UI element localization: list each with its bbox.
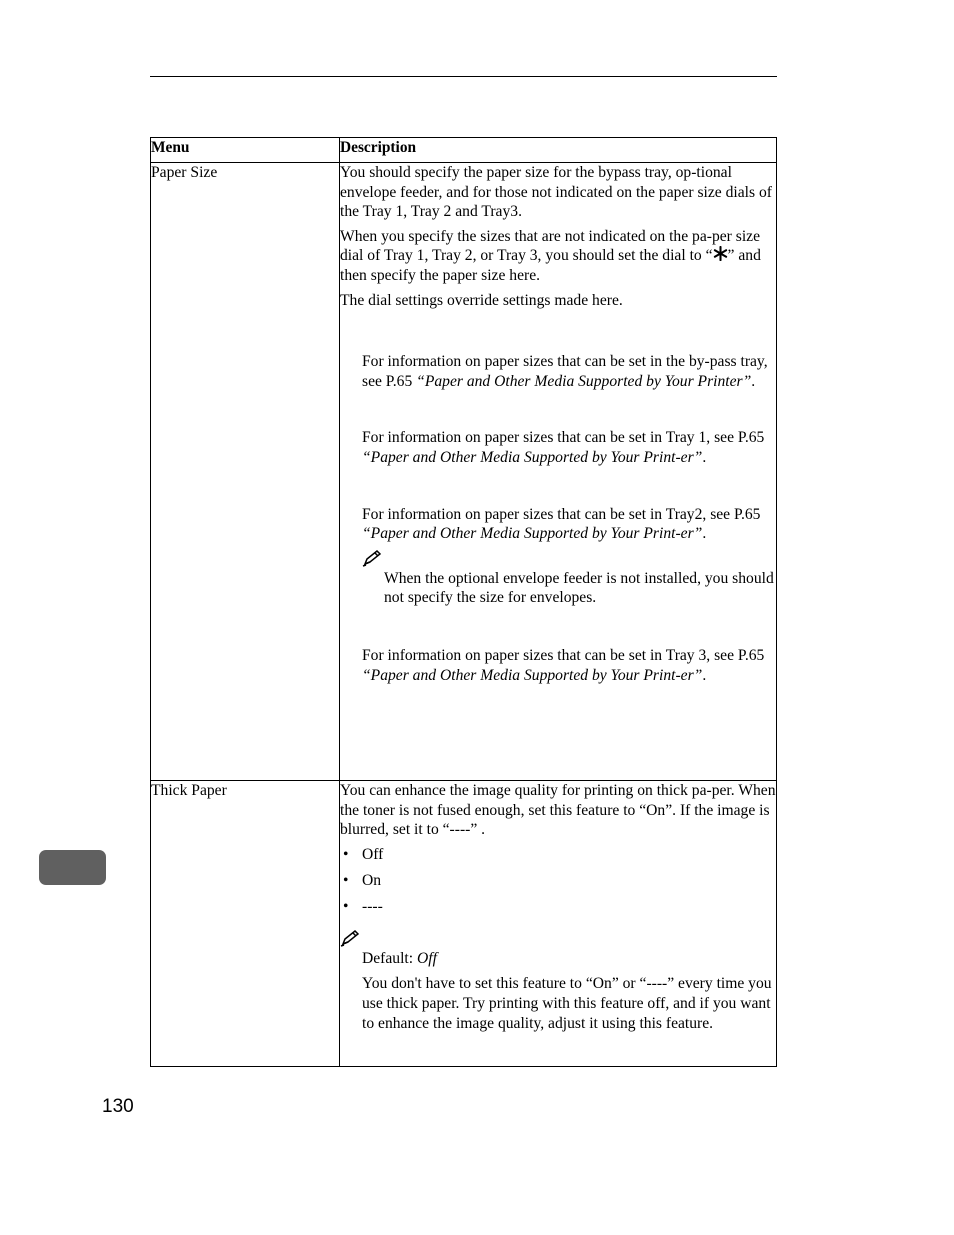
paper-size-override: The dial settings override settings made here. — [340, 291, 623, 309]
pencil-note-icon — [362, 549, 382, 567]
header-menu: Menu — [151, 138, 340, 163]
tray2-info: For information on paper sizes that can be set in Tray2, see P.65 “Paper and Other Media Supported by Your Print-er”. — [362, 505, 761, 543]
thick-paper-default: Default: Off — [362, 949, 437, 967]
bypass-tray-reference: “Paper and Other Media Supported by Your Printer” — [416, 372, 752, 390]
tray3-info: For information on paper sizes that can be set in Tray 3, see P.65 “Paper and Other Media Supported by Your Print-er”. — [362, 646, 765, 684]
option-dashes: • ---- — [343, 897, 383, 915]
thick-paper-note: You don't have to set this feature to “On” or “----” every time you use thick paper. Try printing with this feature off, and if you want to enhance the image quality, adjust it using this feature. — [362, 975, 772, 1032]
tray2-reference: “Paper and Other Media Supported by Your Print-er” — [362, 525, 703, 543]
asterisk-symbol-icon — [713, 246, 728, 261]
tray1-info: For information on paper sizes that can be set in Tray 1, see P.65 “Paper and Other Media Supported by Your Print-er”. — [362, 429, 765, 466]
header-rule — [150, 76, 777, 77]
chapter-tab — [39, 850, 106, 885]
bullet-icon: • — [343, 845, 349, 863]
description-paper-size — [340, 163, 777, 781]
table-row-paper-size — [151, 163, 777, 781]
settings-table — [150, 137, 777, 1067]
option-on: • On — [343, 871, 382, 889]
tray1-reference: “Paper and Other Media Supported by Your Print-er” — [362, 448, 703, 466]
tray3-reference: “Paper and Other Media Supported by Your Print-er” — [362, 666, 703, 684]
paper-size-dial-text: When you specify the sizes that are not indicated on the pa-per size dial of Tray 1, Tray 2, or Tray 3, you should set the dial to “ ” and then specify the paper size here. — [340, 227, 761, 284]
description-thick-paper — [340, 781, 777, 1067]
tray2-note: When the optional envelope feeder is not installed, you should not specify the size for envelopes. — [384, 569, 774, 607]
menu-paper-size: Paper Size — [151, 163, 340, 781]
bullet-icon: • — [343, 897, 349, 915]
option-off: • Off — [343, 845, 384, 863]
table-header-row — [151, 138, 777, 163]
pencil-note-icon — [340, 929, 360, 947]
bypass-tray-info: For information on paper sizes that can be set in the by-pass tray, see P.65 “Paper and Other Media Supported by Your Printer”. — [362, 353, 768, 390]
thick-paper-options — [340, 845, 776, 923]
thick-paper-intro: You can enhance the image quality for printing on thick pa-per. When the toner is not fused enough, set this feature to “On”. If the image is blurred, set it to “----” . — [340, 782, 776, 839]
header-description: Description — [340, 138, 777, 163]
bullet-icon: • — [343, 871, 349, 889]
default-value: Off — [417, 949, 437, 967]
table-row-thick-paper — [151, 781, 777, 1067]
page-number: 130 — [102, 1096, 134, 1117]
paper-size-intro: You should specify the paper size for the bypass tray, op-tional envelope feeder, and for those not indicated on the paper size dials of the Tray 1, Tray 2 and Tray3. — [340, 164, 772, 221]
menu-thick-paper: Thick Paper — [151, 781, 340, 1067]
